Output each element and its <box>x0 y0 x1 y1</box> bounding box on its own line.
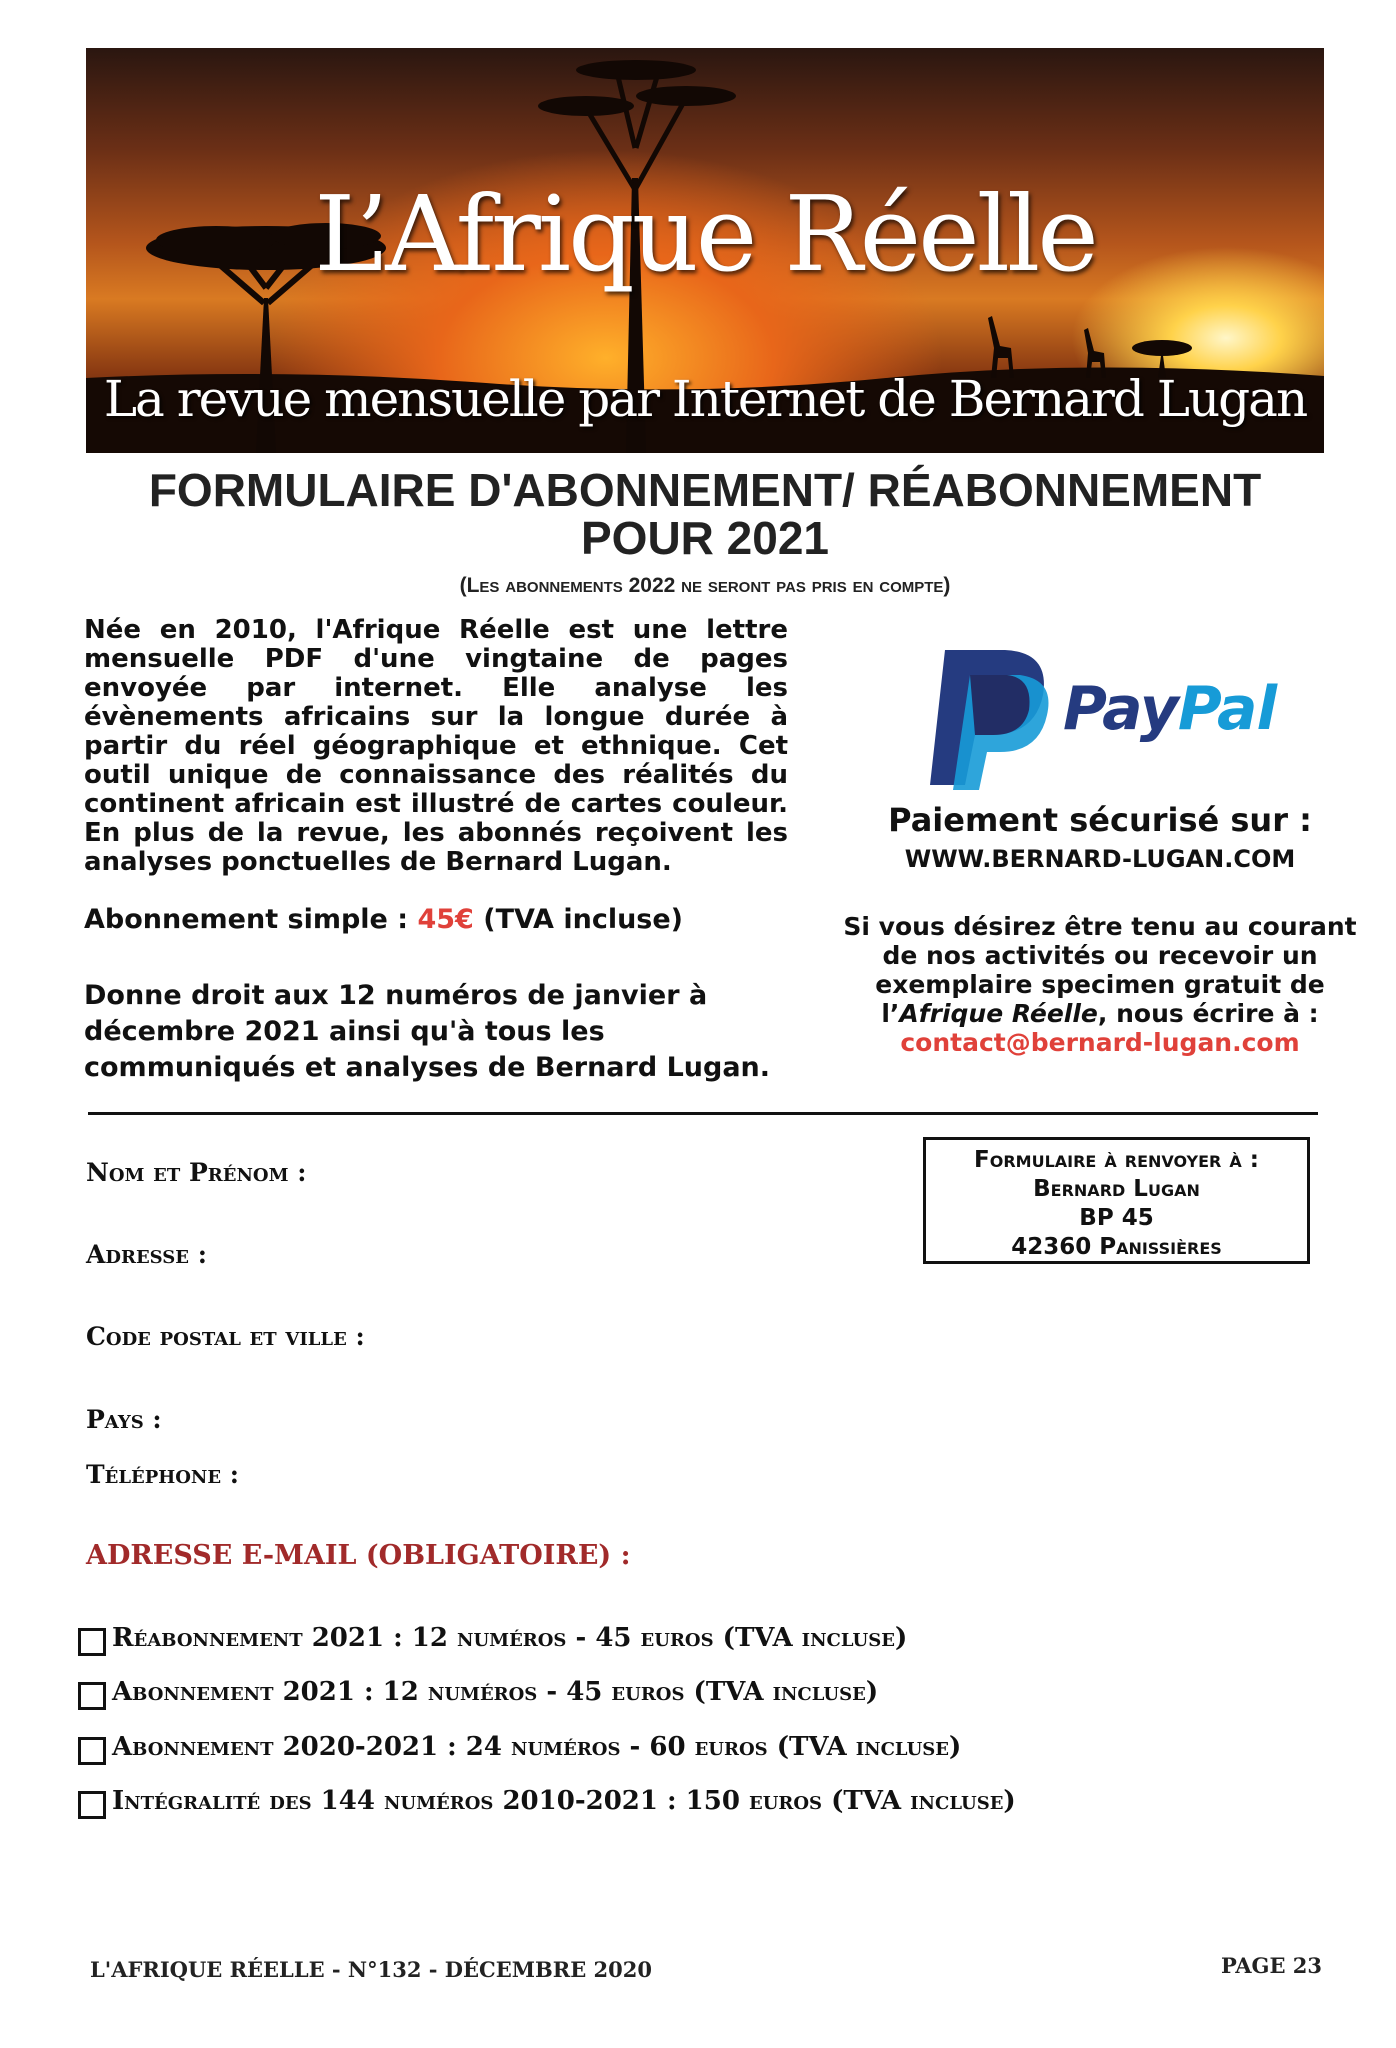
info-line4-italic: Afrique Réelle <box>899 999 1098 1028</box>
paypal-pal: Pal <box>1177 674 1277 744</box>
banner <box>86 48 1324 453</box>
mailing-address-box <box>923 1137 1310 1264</box>
form-title <box>86 466 1324 562</box>
form-note: (Les abonnements 2022 ne seront pas pris en compte) <box>459 574 951 597</box>
checkbox-icon[interactable] <box>78 1682 106 1710</box>
option-label: Abonnement 2020-2021 : 24 numéros - 60 euros (TVA incluse) <box>112 1732 962 1762</box>
field-address[interactable]: Adresse : <box>86 1240 207 1269</box>
price-suffix: (TVA incluse) <box>473 904 684 935</box>
option-label: Intégralité des 144 numéros 2010-2021 : 150 euros (TVA incluse) <box>112 1786 1016 1816</box>
banner-subtitle: La revue mensuelle par Internet de Bernard Lugan <box>103 370 1307 428</box>
banner-title: L’Afrique Réelle <box>314 173 1096 295</box>
option-reabonnement-2021[interactable] <box>78 1620 907 1656</box>
contact-email-link[interactable]: contact@bernard-lugan.com <box>900 1028 1300 1057</box>
info-line4-post: , nous écrire à : <box>1097 999 1319 1028</box>
option-label: Réabonnement 2021 : 12 numéros - 45 euros (TVA incluse) <box>112 1623 908 1653</box>
info-line3: exemplaire specimen gratuit de <box>875 970 1325 999</box>
secure-payment-label: Paiement sécurisé sur : <box>888 801 1312 839</box>
field-email[interactable]: ADRESSE E-MAIL (OBLIGATOIRE) : <box>86 1540 631 1571</box>
field-postal-city[interactable]: Code postal et ville : <box>86 1322 365 1351</box>
checkbox-icon[interactable] <box>78 1737 106 1765</box>
footer-page-number: PAGE 23 <box>1220 1953 1322 1978</box>
info-line4 <box>820 999 1380 1028</box>
checkbox-icon[interactable] <box>78 1628 106 1656</box>
option-abonnement-2021[interactable] <box>78 1674 878 1710</box>
intro-paragraph: Née en 2010, l'Afrique Réelle est une lettre mensuelle PDF d'une vingtaine de pages envoyée par internet. Elle analyse les évènements africains sur la longue durée à partir du réel géographique et ethnique. Cet outil unique de connaissance des réalités du continent africain est illustré de cartes couleur. En plus de la revue, les abonnés reçoivent les analyses ponctuelles de Bernard Lugan. <box>84 615 788 877</box>
info-line4-pre: l’ <box>881 999 900 1028</box>
mail-to-line3: BP 45 <box>1079 1205 1154 1231</box>
option-label: Abonnement 2021 : 12 numéros - 45 euros (TVA incluse) <box>112 1677 879 1707</box>
secure-payment-site[interactable]: WWW.BERNARD-LUGAN.COM <box>904 845 1296 873</box>
field-phone[interactable]: Téléphone : <box>86 1460 240 1489</box>
form-title-line2: POUR 2021 <box>580 512 829 564</box>
option-abonnement-2020-2021[interactable] <box>78 1729 961 1765</box>
paypal-logo <box>925 640 1295 790</box>
divider <box>88 1112 1318 1115</box>
info-line2: de nos activités ou recevoir un <box>882 941 1318 970</box>
form-title-line1: FORMULAIRE D'ABONNEMENT/ RÉABONNEMENT <box>148 464 1262 516</box>
rights-text: Donne droit aux 12 numéros de janvier à décembre 2021 ainsi qu'à tous les communiqués et analyses de Bernard Lugan. <box>84 980 771 1083</box>
mail-to-line2: Bernard Lugan <box>1033 1176 1200 1202</box>
price-value: 45€ <box>417 904 474 935</box>
info-block <box>820 912 1380 1057</box>
info-line1: Si vous désirez être tenu au courant <box>843 912 1357 941</box>
price-line <box>84 904 788 935</box>
option-integralite[interactable] <box>78 1783 1016 1819</box>
field-name[interactable]: Nom et Prénom : <box>86 1158 307 1187</box>
footer-issue: L'AFRIQUE RÉELLE - N°132 - DÉCEMBRE 2020 <box>90 1957 652 1982</box>
paypal-pay: Pay <box>1063 674 1178 744</box>
field-country[interactable]: Pays : <box>86 1405 162 1434</box>
paypal-icon <box>925 640 1055 790</box>
mail-to-line1: Formulaire à renvoyer à : <box>974 1147 1259 1173</box>
mail-to-line4: 42360 Panissières <box>1011 1234 1222 1260</box>
checkbox-icon[interactable] <box>78 1791 106 1819</box>
price-prefix: Abonnement simple : <box>84 904 418 935</box>
paypal-wordmark <box>1063 674 1276 744</box>
